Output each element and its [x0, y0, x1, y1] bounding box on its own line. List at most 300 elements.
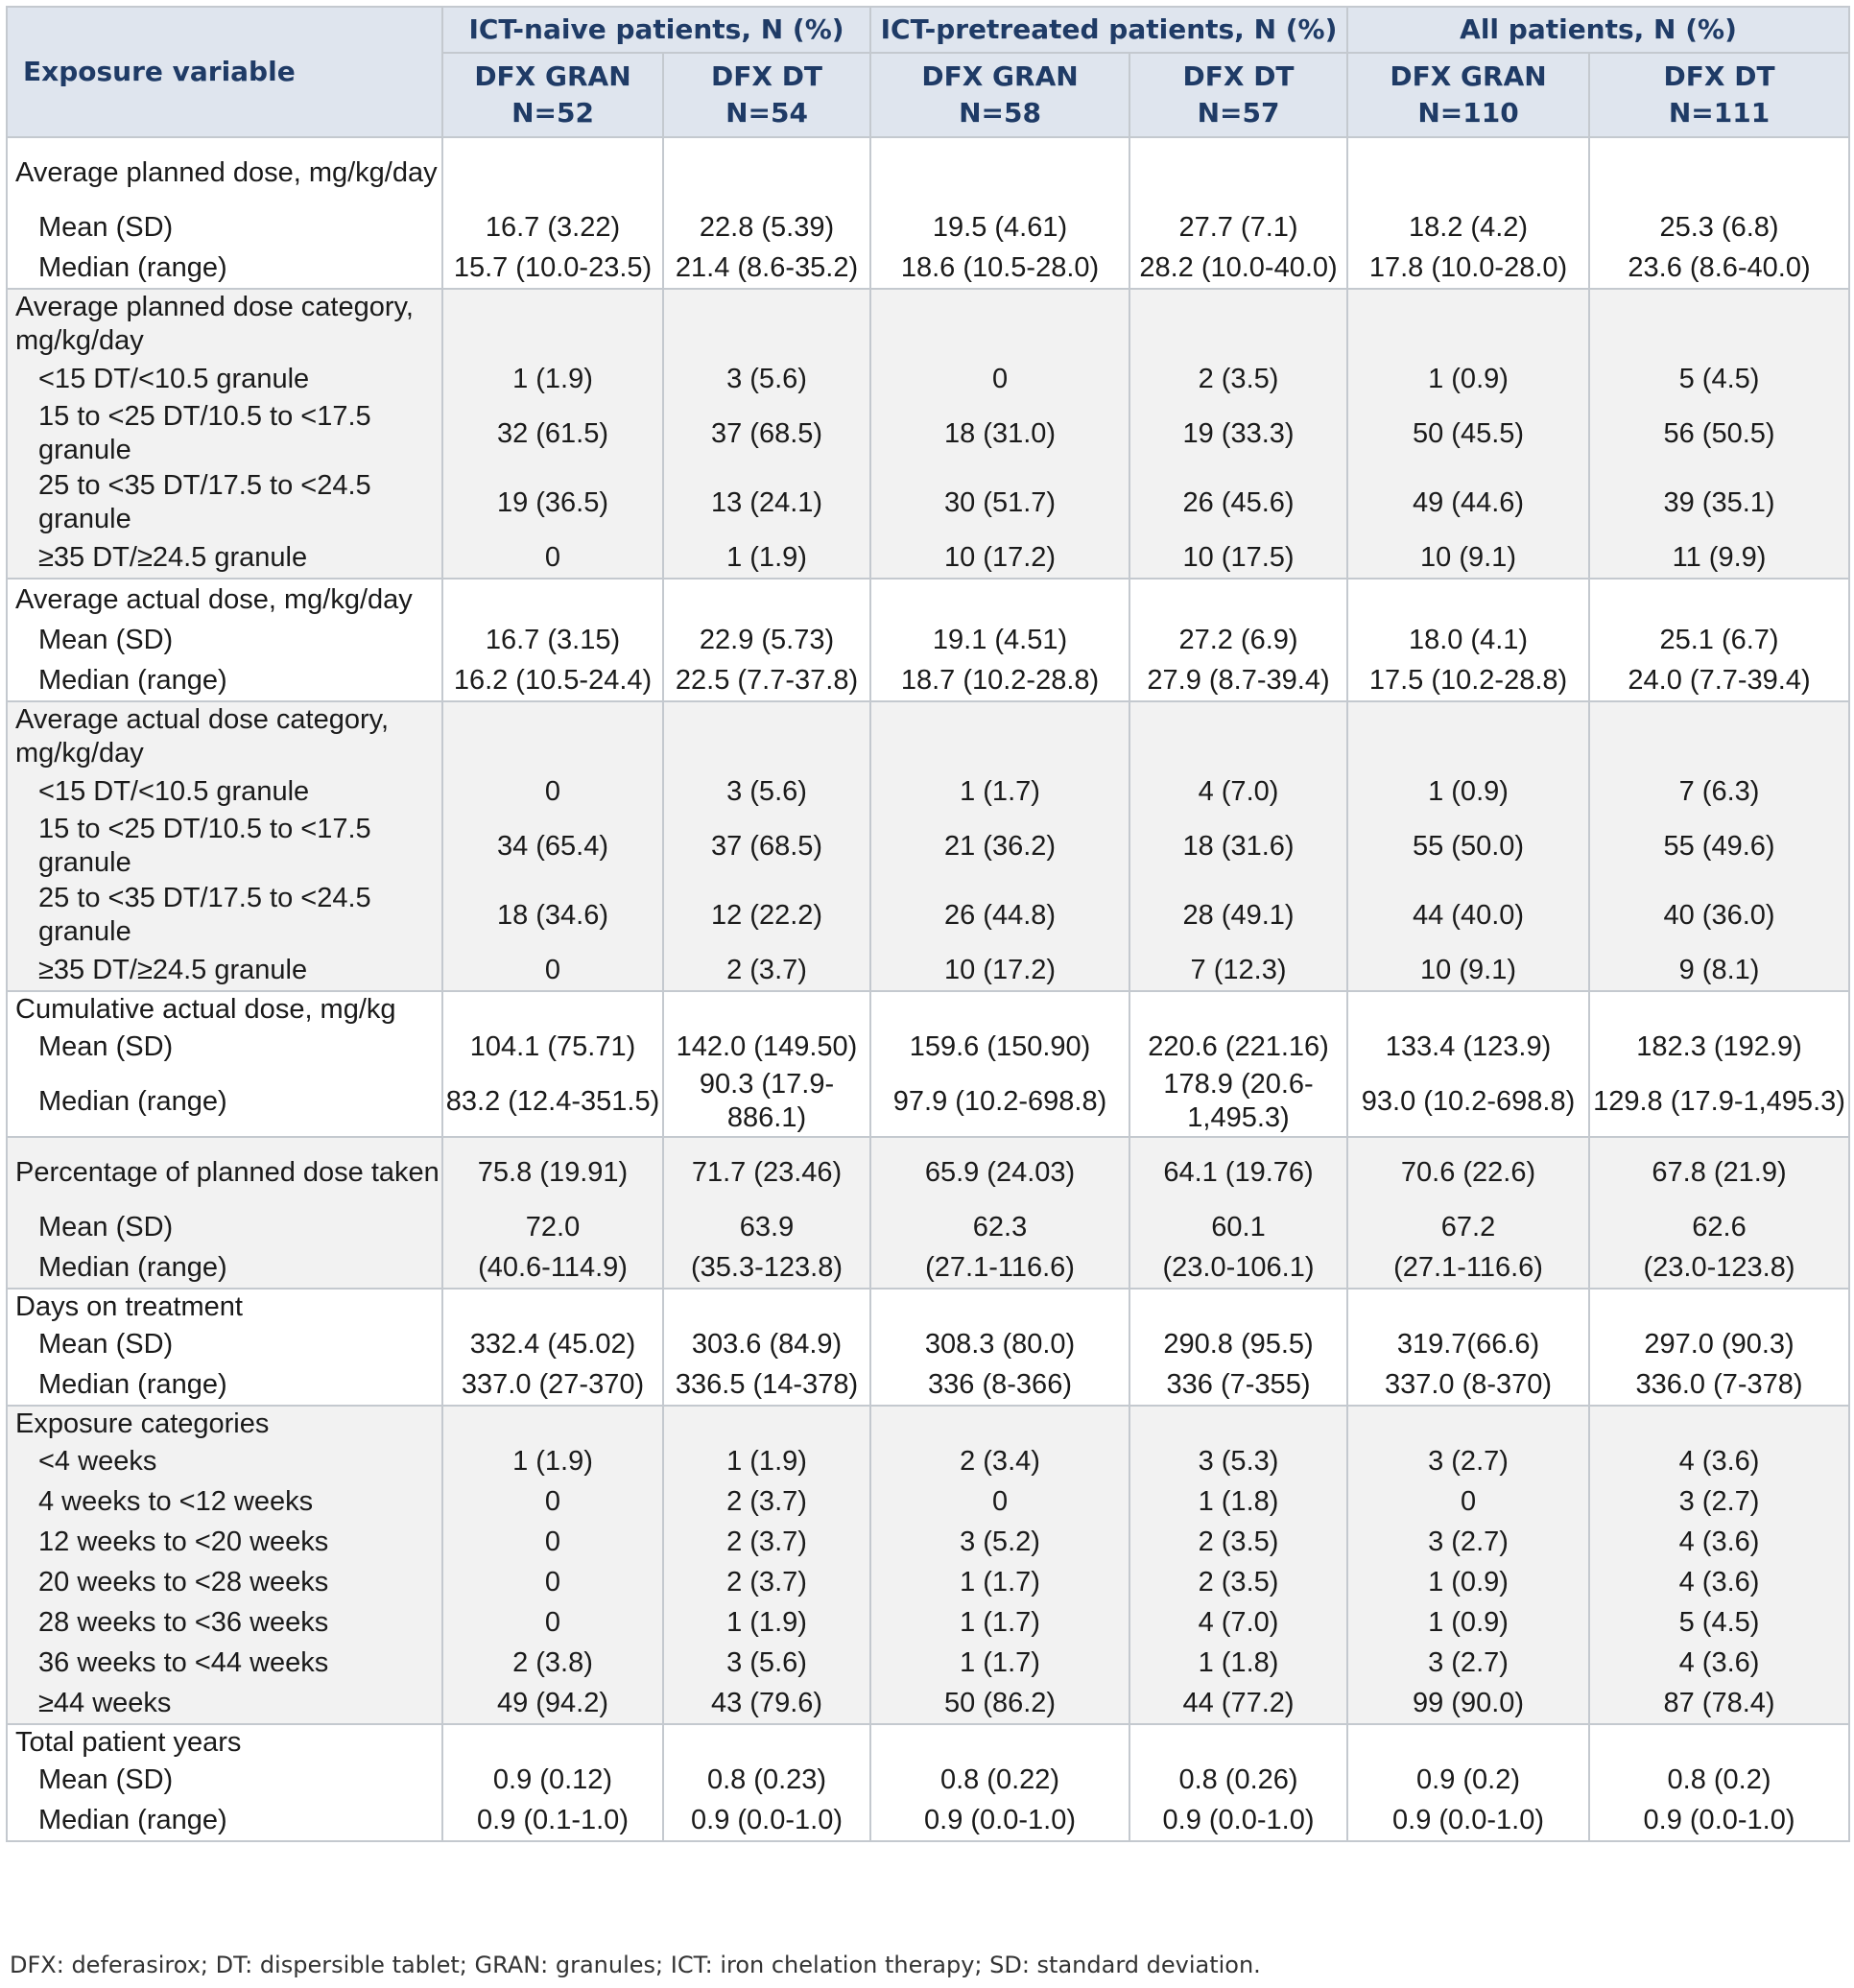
- cell-value: 0: [544, 1606, 561, 1638]
- cell-value: 182.3 (192.9): [1636, 1030, 1802, 1062]
- cell-value: 3 (2.7): [1428, 1646, 1509, 1678]
- column-n: N=52: [511, 97, 594, 129]
- value-cell: [1347, 1137, 1589, 1289]
- value-cell: [870, 289, 1129, 579]
- cell-value: 1 (1.7): [960, 1646, 1040, 1678]
- cell-value: 1 (1.9): [726, 1445, 807, 1477]
- cell-value: 26 (44.8): [943, 899, 1057, 931]
- cell-value: 12 (22.2): [710, 899, 823, 931]
- column-n: N=110: [1417, 97, 1519, 129]
- cell-value: 21 (36.2): [943, 830, 1057, 862]
- value-cell: [1589, 1289, 1849, 1406]
- cell-value: 18 (34.6): [496, 899, 609, 931]
- value-cell: [663, 701, 870, 991]
- cell-value: 159.6 (150.90): [909, 1030, 1091, 1062]
- cell-value: 319.7(66.6): [1396, 1328, 1540, 1360]
- value-cell: [870, 1137, 1129, 1289]
- cell-value: 2 (3.7): [726, 1526, 807, 1557]
- cell-value: 64.1 (19.76): [1163, 1156, 1314, 1188]
- cell-value: (23.0-123.8): [1643, 1251, 1795, 1283]
- value-cell: [1347, 1406, 1589, 1724]
- cell-value: 5 (4.5): [1678, 1606, 1760, 1638]
- column-name: DFX DT: [710, 60, 823, 92]
- cell-value: 1 (1.7): [960, 775, 1040, 807]
- column-n: N=54: [725, 97, 808, 129]
- value-cell: [1589, 1724, 1849, 1841]
- table-section-row: [7, 137, 1849, 289]
- cell-value: (27.1-116.6): [925, 1251, 1075, 1283]
- value-cell: [663, 1137, 870, 1289]
- row-sublabel: 15 to <25 DT/10.5 to <17.5 granule: [38, 401, 371, 465]
- cell-value: (23.0-106.1): [1162, 1251, 1315, 1283]
- value-cell: [1129, 137, 1347, 289]
- cell-value: 50 (86.2): [943, 1687, 1057, 1718]
- cell-value: 4 (3.6): [1678, 1566, 1760, 1598]
- cell-value: 0.9 (0.0-1.0): [691, 1804, 843, 1835]
- cell-value: 0.9 (0.12): [492, 1763, 613, 1795]
- cell-value: 0.8 (0.26): [1178, 1763, 1298, 1795]
- cell-value: 1 (0.9): [1428, 363, 1509, 394]
- row-label-cell: [7, 1724, 442, 1841]
- cell-value: 50 (45.5): [1412, 417, 1525, 449]
- value-cell: [442, 1724, 663, 1841]
- row-sublabel: ≥35 DT/≥24.5 granule: [38, 954, 308, 985]
- cell-value: 70.6 (22.6): [1400, 1156, 1536, 1188]
- cell-value: 0.9 (0.0-1.0): [1392, 1804, 1544, 1835]
- exposure-table-container: [6, 6, 1848, 1842]
- cell-value: 75.8 (19.91): [477, 1156, 629, 1188]
- value-cell: [1129, 1724, 1347, 1841]
- cell-value: 34 (65.4): [496, 830, 609, 862]
- cell-value: 0.9 (0.0-1.0): [1643, 1804, 1795, 1835]
- cell-value: 337.0 (8-370): [1384, 1368, 1553, 1400]
- row-label: Average actual dose, mg/kg/day: [15, 583, 413, 615]
- cell-value: 2 (3.7): [726, 1566, 807, 1598]
- cell-value: 2 (3.5): [1198, 1566, 1279, 1598]
- cell-value: 0.8 (0.22): [939, 1763, 1060, 1795]
- value-cell: [1129, 701, 1347, 991]
- table-section-row: [7, 991, 1849, 1137]
- table-body: [7, 137, 1849, 1841]
- cell-value: 28 (49.1): [1182, 899, 1295, 931]
- cell-value: 18 (31.6): [1182, 830, 1295, 862]
- value-cell: [870, 137, 1129, 289]
- cell-value: 297.0 (90.3): [1644, 1328, 1795, 1360]
- cell-value: 65.9 (24.03): [924, 1156, 1076, 1188]
- row-sublabel: 20 weeks to <28 weeks: [38, 1566, 329, 1598]
- cell-value: 26 (45.6): [1182, 486, 1295, 518]
- value-cell: [870, 1406, 1129, 1724]
- row-label: Average planned dose category, mg/kg/day: [15, 292, 414, 356]
- value-cell: [1589, 991, 1849, 1137]
- column-n: N=57: [1197, 97, 1280, 129]
- cell-value: 1 (1.7): [960, 1606, 1040, 1638]
- value-cell: [1347, 701, 1589, 991]
- cell-value: 0: [991, 1485, 1009, 1517]
- cell-value: 93.0 (10.2-698.8): [1361, 1085, 1576, 1117]
- value-cell: [663, 991, 870, 1137]
- cell-value: 1 (1.9): [726, 1606, 807, 1638]
- cell-value: 3 (5.6): [726, 775, 807, 807]
- cell-value: 178.9 (20.6-1,495.3): [1163, 1069, 1314, 1133]
- cell-value: 10 (17.2): [943, 954, 1057, 985]
- cell-value: 0.8 (0.2): [1667, 1763, 1771, 1795]
- cell-value: 7 (6.3): [1678, 775, 1760, 807]
- cell-value: 3 (2.7): [1428, 1526, 1509, 1557]
- cell-value: 336 (8-366): [928, 1368, 1072, 1400]
- cell-value: 1 (1.7): [960, 1566, 1040, 1598]
- column-header: [1589, 53, 1849, 137]
- value-cell: [1347, 137, 1589, 289]
- cell-value: 5 (4.5): [1678, 363, 1760, 394]
- row-sublabel: 36 weeks to <44 weeks: [38, 1646, 329, 1678]
- value-cell: [1129, 1137, 1347, 1289]
- cell-value: (40.6-114.9): [478, 1251, 628, 1283]
- row-label-cell: [7, 991, 442, 1137]
- value-cell: [442, 289, 663, 579]
- cell-value: 10 (9.1): [1420, 541, 1516, 573]
- column-name: DFX DT: [1663, 60, 1775, 92]
- row-label: Percentage of planned dose taken: [15, 1156, 440, 1188]
- cell-value: 336.0 (7-378): [1635, 1368, 1803, 1400]
- cell-value: 40 (36.0): [1663, 899, 1775, 931]
- cell-value: 0: [544, 775, 561, 807]
- column-header: [1129, 53, 1347, 137]
- row-label-cell: [7, 1406, 442, 1724]
- row-sublabel: Median (range): [38, 1368, 227, 1400]
- row-label-cell: [7, 1289, 442, 1406]
- row-sublabel: 12 weeks to <20 weeks: [38, 1526, 329, 1557]
- cell-value: 13 (24.1): [710, 486, 823, 518]
- cell-value: 1 (1.8): [1198, 1485, 1279, 1517]
- cell-value: 0.9 (0.2): [1416, 1763, 1521, 1795]
- cell-value: 39 (35.1): [1663, 486, 1775, 518]
- column-name: DFX DT: [1182, 60, 1295, 92]
- cell-value: 30 (51.7): [943, 486, 1057, 518]
- cell-value: (35.3-123.8): [691, 1251, 843, 1283]
- cell-value: 27.7 (7.1): [1178, 211, 1298, 243]
- row-sublabel: Median (range): [38, 1804, 227, 1835]
- cell-value: 10 (9.1): [1420, 954, 1516, 985]
- cell-value: 3 (2.7): [1678, 1485, 1760, 1517]
- cell-value: 83.2 (12.4-351.5): [445, 1085, 660, 1117]
- value-cell: [1129, 289, 1347, 579]
- cell-value: 24.0 (7.7-39.4): [1628, 664, 1811, 696]
- cell-value: 16.7 (3.15): [485, 624, 621, 655]
- cell-value: 37 (68.5): [710, 830, 823, 862]
- value-cell: [1589, 1406, 1849, 1724]
- cell-value: 0: [544, 954, 561, 985]
- cell-value: 56 (50.5): [1663, 417, 1775, 449]
- cell-value: 0: [544, 1485, 561, 1517]
- cell-value: 18.0 (4.1): [1408, 624, 1529, 655]
- cell-value: 104.1 (75.71): [469, 1030, 636, 1062]
- cell-value: 22.5 (7.7-37.8): [675, 664, 859, 696]
- cell-value: 37 (68.5): [710, 417, 823, 449]
- cell-value: 15.7 (10.0-23.5): [453, 251, 653, 283]
- cell-value: 4 (3.6): [1678, 1445, 1760, 1477]
- cell-value: 2 (3.7): [726, 1485, 807, 1517]
- cell-value: 3 (5.2): [960, 1526, 1040, 1557]
- table-footnote: DFX: deferasirox; DT: dispersible tablet; GRAN: granules; ICT: iron chelation therapy; SD: standard deviation.: [10, 1952, 1261, 1978]
- table-section-row: [7, 1724, 1849, 1841]
- exposure-variable-header: Exposure variable: [7, 7, 442, 137]
- row-sublabel: Median (range): [38, 251, 227, 283]
- cell-value: 23.6 (8.6-40.0): [1628, 251, 1811, 283]
- cell-value: 17.5 (10.2-28.8): [1368, 664, 1568, 696]
- cell-value: 19 (36.5): [496, 486, 609, 518]
- cell-value: 133.4 (123.9): [1385, 1030, 1552, 1062]
- group-header-all-patients: All patients, N (%): [1347, 7, 1849, 53]
- cell-value: 1 (1.9): [512, 363, 593, 394]
- cell-value: 336.5 (14-378): [675, 1368, 859, 1400]
- value-cell: [663, 137, 870, 289]
- row-sublabel: ≥44 weeks: [38, 1687, 172, 1718]
- cell-value: 9 (8.1): [1678, 954, 1760, 985]
- value-cell: [1589, 701, 1849, 991]
- value-cell: [663, 1289, 870, 1406]
- value-cell: [663, 579, 870, 701]
- value-cell: [442, 991, 663, 1137]
- row-sublabel: ≥35 DT/≥24.5 granule: [38, 541, 308, 573]
- value-cell: [870, 1724, 1129, 1841]
- cell-value: 7 (12.3): [1190, 954, 1287, 985]
- cell-value: 0: [544, 1526, 561, 1557]
- value-cell: [1129, 1289, 1347, 1406]
- cell-value: 25.3 (6.8): [1659, 211, 1779, 243]
- value-cell: [1129, 991, 1347, 1137]
- row-sublabel: 25 to <35 DT/17.5 to <24.5 granule: [38, 883, 371, 947]
- column-n: N=111: [1668, 97, 1771, 129]
- cell-value: 337.0 (27-370): [461, 1368, 645, 1400]
- cell-value: 1 (0.9): [1428, 1606, 1509, 1638]
- cell-value: 22.9 (5.73): [699, 624, 835, 655]
- cell-value: 18.7 (10.2-28.8): [900, 664, 1100, 696]
- table-section-row: [7, 1406, 1849, 1724]
- value-cell: [1589, 1137, 1849, 1289]
- value-cell: [663, 289, 870, 579]
- cell-value: 3 (5.3): [1198, 1445, 1279, 1477]
- cell-value: 1 (1.9): [726, 541, 807, 573]
- cell-value: 99 (90.0): [1412, 1687, 1525, 1718]
- cell-value: 3 (2.7): [1428, 1445, 1509, 1477]
- cell-value: 67.8 (21.9): [1652, 1156, 1787, 1188]
- row-sublabel: Median (range): [38, 664, 227, 696]
- value-cell: [1589, 137, 1849, 289]
- cell-value: 2 (3.5): [1198, 1526, 1279, 1557]
- value-cell: [1347, 991, 1589, 1137]
- value-cell: [870, 1289, 1129, 1406]
- cell-value: 16.2 (10.5-24.4): [453, 664, 653, 696]
- cell-value: 62.3: [972, 1211, 1028, 1242]
- cell-value: 44 (77.2): [1182, 1687, 1295, 1718]
- cell-value: 63.9: [739, 1211, 795, 1242]
- cell-value: 1 (0.9): [1428, 1566, 1509, 1598]
- cell-value: 22.8 (5.39): [699, 211, 835, 243]
- cell-value: 67.2: [1440, 1211, 1496, 1242]
- row-sublabel: <4 weeks: [38, 1445, 157, 1477]
- row-label: Days on treatment: [15, 1290, 243, 1322]
- cell-value: 0: [544, 541, 561, 573]
- value-cell: [870, 701, 1129, 991]
- cell-value: 0: [544, 1566, 561, 1598]
- value-cell: [663, 1406, 870, 1724]
- value-cell: [1347, 1724, 1589, 1841]
- value-cell: [1129, 1406, 1347, 1724]
- cell-value: 290.8 (95.5): [1163, 1328, 1314, 1360]
- row-label: Average actual dose category, mg/kg/day: [15, 704, 390, 769]
- table-section-row: [7, 579, 1849, 701]
- group-header-ict-naive: ICT-naive patients, N (%): [442, 7, 870, 53]
- row-label-cell: [7, 579, 442, 701]
- cell-value: 332.4 (45.02): [469, 1328, 636, 1360]
- row-sublabel: <15 DT/<10.5 granule: [38, 775, 310, 807]
- value-cell: [442, 1289, 663, 1406]
- value-cell: [442, 1406, 663, 1724]
- cell-value: 142.0 (149.50): [676, 1030, 858, 1062]
- table-section-row: [7, 289, 1849, 579]
- row-sublabel: Mean (SD): [38, 1030, 174, 1062]
- row-label: Cumulative actual dose, mg/kg: [15, 993, 396, 1025]
- cell-value: 1 (1.9): [512, 1445, 593, 1477]
- column-name: DFX GRAN: [474, 60, 631, 92]
- value-cell: [870, 991, 1129, 1137]
- cell-value: 60.1: [1211, 1211, 1266, 1242]
- row-sublabel: <15 DT/<10.5 granule: [38, 363, 310, 394]
- exposure-table: [6, 6, 1850, 1842]
- cell-value: 4 (7.0): [1198, 775, 1279, 807]
- table-section-row: [7, 1137, 1849, 1289]
- cell-value: 2 (3.5): [1198, 363, 1279, 394]
- cell-value: 55 (49.6): [1663, 830, 1775, 862]
- cell-value: 17.8 (10.0-28.0): [1368, 251, 1568, 283]
- row-sublabel: 15 to <25 DT/10.5 to <17.5 granule: [38, 814, 371, 878]
- cell-value: 18.6 (10.5-28.0): [900, 251, 1100, 283]
- cell-value: 308.3 (80.0): [924, 1328, 1076, 1360]
- column-header: [1347, 53, 1589, 137]
- row-sublabel: Median (range): [38, 1085, 227, 1117]
- column-n: N=58: [959, 97, 1041, 129]
- value-cell: [1129, 579, 1347, 701]
- row-sublabel: Median (range): [38, 1251, 227, 1283]
- value-cell: [442, 579, 663, 701]
- cell-value: 220.6 (221.16): [1148, 1030, 1329, 1062]
- value-cell: [1589, 289, 1849, 579]
- cell-value: 90.3 (17.9-886.1): [699, 1069, 835, 1133]
- cell-value: 27.2 (6.9): [1178, 624, 1298, 655]
- value-cell: [442, 137, 663, 289]
- row-sublabel: 25 to <35 DT/17.5 to <24.5 granule: [38, 470, 371, 534]
- row-sublabel: Mean (SD): [38, 211, 174, 243]
- cell-value: 4 (3.6): [1678, 1646, 1760, 1678]
- row-label: Average planned dose, mg/kg/day: [15, 156, 438, 188]
- cell-value: 10 (17.5): [1182, 541, 1295, 573]
- cell-value: 55 (50.0): [1412, 830, 1525, 862]
- cell-value: 72.0: [525, 1211, 581, 1242]
- row-sublabel: Mean (SD): [38, 1328, 174, 1360]
- cell-value: 18 (31.0): [943, 417, 1057, 449]
- row-label: Exposure categories: [15, 1408, 270, 1439]
- row-label-cell: [7, 1137, 442, 1289]
- column-header: [870, 53, 1129, 137]
- cell-value: 21.4 (8.6-35.2): [675, 251, 859, 283]
- cell-value: (27.1-116.6): [1393, 1251, 1543, 1283]
- value-cell: [442, 701, 663, 991]
- value-cell: [1589, 579, 1849, 701]
- cell-value: 4 (3.6): [1678, 1526, 1760, 1557]
- cell-value: 87 (78.4): [1663, 1687, 1775, 1718]
- cell-value: 16.7 (3.22): [485, 211, 621, 243]
- cell-value: 49 (94.2): [496, 1687, 609, 1718]
- cell-value: 10 (17.2): [943, 541, 1057, 573]
- value-cell: [442, 1137, 663, 1289]
- cell-value: 2 (3.4): [960, 1445, 1040, 1477]
- cell-value: 27.9 (8.7-39.4): [1147, 664, 1330, 696]
- cell-value: 4 (7.0): [1198, 1606, 1279, 1638]
- table-section-row: [7, 1289, 1849, 1406]
- cell-value: 3 (5.6): [726, 1646, 807, 1678]
- cell-value: 71.7 (23.46): [691, 1156, 843, 1188]
- cell-value: 2 (3.8): [512, 1646, 593, 1678]
- row-sublabel: 28 weeks to <36 weeks: [38, 1606, 329, 1638]
- cell-value: 18.2 (4.2): [1408, 211, 1529, 243]
- cell-value: 11 (9.9): [1672, 541, 1767, 573]
- cell-value: 0.8 (0.23): [706, 1763, 827, 1795]
- cell-value: 0.9 (0.0-1.0): [924, 1804, 1076, 1835]
- column-header: [663, 53, 870, 137]
- value-cell: [1347, 579, 1589, 701]
- cell-value: 19.5 (4.61): [932, 211, 1068, 243]
- table-header: [7, 7, 1849, 137]
- cell-value: 97.9 (10.2-698.8): [892, 1085, 1107, 1117]
- value-cell: [1347, 289, 1589, 579]
- column-header: [442, 53, 663, 137]
- row-label-cell: [7, 701, 442, 991]
- cell-value: 129.8 (17.9-1,495.3): [1593, 1085, 1845, 1117]
- cell-value: 336 (7-355): [1166, 1368, 1311, 1400]
- cell-value: 0: [991, 363, 1009, 394]
- cell-value: 62.6: [1692, 1211, 1747, 1242]
- cell-value: 19 (33.3): [1182, 417, 1295, 449]
- cell-value: 0: [1460, 1485, 1477, 1517]
- column-name: DFX GRAN: [1390, 60, 1547, 92]
- value-cell: [1347, 1289, 1589, 1406]
- cell-value: 49 (44.6): [1412, 486, 1525, 518]
- value-cell: [663, 1724, 870, 1841]
- group-header-ict-pretreated: ICT-pretreated patients, N (%): [870, 7, 1347, 53]
- cell-value: 2 (3.7): [726, 954, 807, 985]
- cell-value: 1 (1.8): [1198, 1646, 1279, 1678]
- value-cell: [870, 579, 1129, 701]
- cell-value: 28.2 (10.0-40.0): [1139, 251, 1338, 283]
- cell-value: 19.1 (4.51): [932, 624, 1068, 655]
- cell-value: 0.9 (0.1-1.0): [477, 1804, 629, 1835]
- cell-value: 25.1 (6.7): [1659, 624, 1779, 655]
- row-sublabel: Mean (SD): [38, 624, 174, 655]
- cell-value: 1 (0.9): [1428, 775, 1509, 807]
- cell-value: 0.9 (0.0-1.0): [1162, 1804, 1315, 1835]
- cell-value: 303.6 (84.9): [691, 1328, 843, 1360]
- row-sublabel: Mean (SD): [38, 1763, 174, 1795]
- table-section-row: [7, 701, 1849, 991]
- cell-value: 44 (40.0): [1412, 899, 1525, 931]
- row-label-cell: [7, 137, 442, 289]
- row-label: Total patient years: [15, 1726, 242, 1758]
- column-name: DFX GRAN: [921, 60, 1079, 92]
- row-sublabel: Mean (SD): [38, 1211, 174, 1242]
- row-sublabel: 4 weeks to <12 weeks: [38, 1485, 314, 1517]
- cell-value: 43 (79.6): [710, 1687, 823, 1718]
